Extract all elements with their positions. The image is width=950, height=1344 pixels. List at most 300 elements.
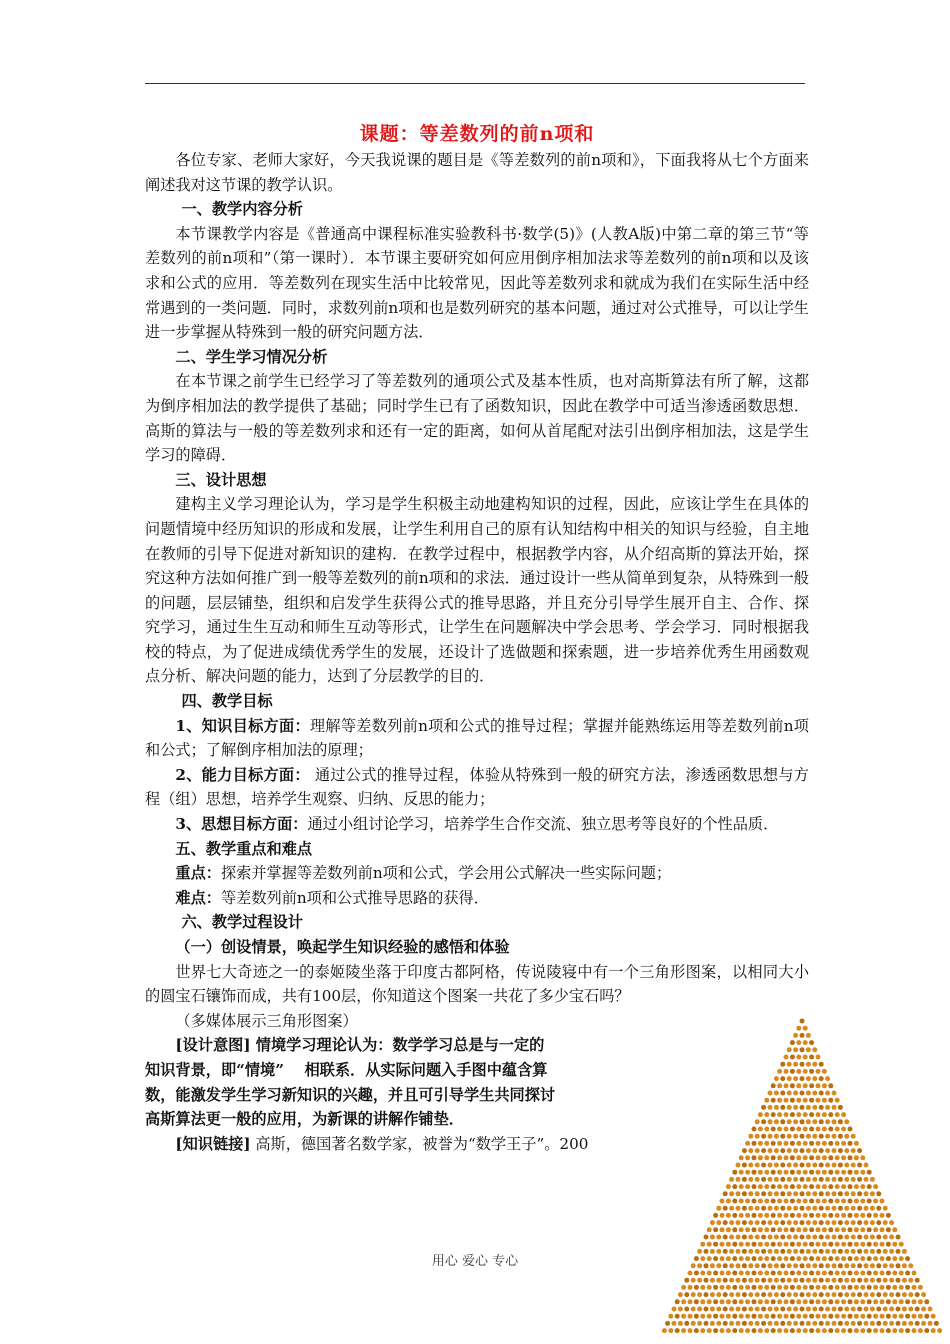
gem-dot <box>700 1299 705 1304</box>
gem-dot <box>860 1170 865 1175</box>
gem-dot <box>732 1170 737 1175</box>
gem-dot <box>729 1220 734 1225</box>
gem-dot <box>796 1170 801 1175</box>
gem-dot <box>739 1242 744 1247</box>
gem-dot <box>832 1091 837 1096</box>
gem-dot <box>716 1292 721 1297</box>
gem-dot <box>819 1105 824 1110</box>
gem-dot <box>726 1299 731 1304</box>
gem-dot <box>764 1242 769 1247</box>
gem-dot <box>886 1213 891 1218</box>
section-6-note: （多媒体展示三角形图案） <box>175 1011 358 1030</box>
gem-dot <box>720 1199 725 1204</box>
gem-dot <box>864 1292 869 1297</box>
gem-dot <box>854 1213 859 1218</box>
gem-dot <box>720 1299 725 1304</box>
gem-dot <box>793 1076 798 1081</box>
gem-dot <box>832 1321 837 1326</box>
gem-dot <box>684 1321 689 1326</box>
gem-dot <box>787 1307 792 1312</box>
gem-dot <box>822 1184 827 1189</box>
section-6-subheading: （一）创设情景，唤起学生知识经验的感悟和体验 <box>175 938 510 956</box>
gem-dot <box>832 1220 837 1225</box>
gem-dot <box>742 1292 747 1297</box>
gem-dot <box>704 1321 709 1326</box>
gem-dot <box>793 1321 798 1326</box>
gem-dot <box>880 1271 885 1276</box>
gem-dot <box>771 1285 776 1290</box>
gem-dot <box>822 1069 827 1074</box>
gem-dot <box>812 1206 817 1211</box>
gem-dot <box>732 1227 737 1232</box>
gem-dot <box>822 1112 827 1117</box>
gem-dot <box>809 1271 814 1276</box>
gem-dot <box>748 1321 753 1326</box>
gem-dot <box>780 1091 785 1096</box>
gem-dot <box>758 1170 763 1175</box>
section-4-heading: 四、教学目标 <box>181 692 273 711</box>
gem-dot <box>710 1307 715 1312</box>
gem-dot <box>790 1083 795 1088</box>
gem-dot <box>777 1314 782 1319</box>
gem-dot <box>809 1299 814 1304</box>
gem-dot <box>758 1242 763 1247</box>
gem-dot <box>892 1271 897 1276</box>
gem-dot <box>758 1271 763 1276</box>
gem-dot <box>796 1112 801 1117</box>
gem-dot <box>739 1227 744 1232</box>
gem-dot <box>796 1055 801 1060</box>
gem-dot <box>806 1119 811 1124</box>
gem-dot <box>771 1328 776 1333</box>
gem-dot <box>860 1271 865 1276</box>
gem-dot <box>729 1321 734 1326</box>
gem-dot <box>774 1177 779 1182</box>
gem-dot <box>668 1314 673 1319</box>
gem-dot <box>742 1220 747 1225</box>
gem-dot <box>816 1083 821 1088</box>
gem-dot <box>880 1314 885 1319</box>
gem-dot <box>870 1307 875 1312</box>
gem-dot <box>800 1062 805 1067</box>
gem-dot <box>876 1206 881 1211</box>
gem-dot <box>812 1062 817 1067</box>
gem-dot <box>873 1213 878 1218</box>
gem-dot <box>886 1299 891 1304</box>
gem-dot <box>816 1227 821 1232</box>
gem-dot <box>723 1278 728 1283</box>
gem-dot <box>912 1271 917 1276</box>
gem-dot <box>819 1191 824 1196</box>
gem-dot <box>816 1184 821 1189</box>
gem-dot <box>931 1328 936 1333</box>
gem-dot <box>800 1105 805 1110</box>
gem-dot <box>809 1328 814 1333</box>
gem-dot <box>758 1299 763 1304</box>
gem-dot <box>761 1220 766 1225</box>
gem-dot <box>761 1177 766 1182</box>
gem-dot <box>723 1292 728 1297</box>
gem-dot <box>748 1177 753 1182</box>
gem-dot <box>777 1141 782 1146</box>
gem-dot <box>816 1314 821 1319</box>
gem-dot <box>864 1235 869 1240</box>
gem-dot <box>764 1285 769 1290</box>
gem-dot <box>790 1285 795 1290</box>
gem-dot <box>806 1076 811 1081</box>
gem-dot <box>854 1328 859 1333</box>
design-intent-text: 情境学习理论认为：数学学习总是与一定的知识背景，即“情境” 相联系．从实际问题入手图中蕴含算数，能激发学生学习新知识的兴趣，并且可引导学生共同探讨高斯算法更一般的应用，为新课的讲解作铺垫． <box>145 1036 556 1129</box>
gem-dot <box>803 1199 808 1204</box>
gem-dot <box>800 1220 805 1225</box>
gem-dot <box>755 1220 760 1225</box>
gem-dot <box>876 1191 881 1196</box>
gem-dot <box>665 1321 670 1326</box>
gem-dot <box>761 1321 766 1326</box>
gem-dot <box>688 1314 693 1319</box>
gem-dot <box>924 1314 929 1319</box>
gem-dot <box>828 1213 833 1218</box>
gem-dot <box>873 1314 878 1319</box>
gem-dot <box>883 1321 888 1326</box>
gem-dot <box>816 1055 821 1060</box>
gem-dot <box>790 1242 795 1247</box>
gem-dot <box>835 1170 840 1175</box>
gem-dot <box>828 1227 833 1232</box>
gem-dot <box>819 1235 824 1240</box>
gem-dot <box>796 1069 801 1074</box>
gem-dot <box>713 1328 718 1333</box>
gem-dot <box>800 1163 805 1168</box>
gem-dot <box>835 1242 840 1247</box>
gem-dot <box>844 1321 849 1326</box>
gem-dot <box>796 1184 801 1189</box>
gem-dot <box>841 1242 846 1247</box>
gem-dot <box>809 1285 814 1290</box>
gem-dot <box>768 1235 773 1240</box>
gem-dot <box>803 1098 808 1103</box>
gem-dot <box>697 1292 702 1297</box>
gem-dot <box>784 1170 789 1175</box>
gem-dot <box>806 1307 811 1312</box>
gem-dot <box>806 1105 811 1110</box>
gem-dot <box>764 1199 769 1204</box>
gem-dot <box>790 1040 795 1045</box>
gem-dot <box>854 1199 859 1204</box>
gem-dot <box>774 1105 779 1110</box>
gem-dot <box>777 1299 782 1304</box>
gem-dot <box>675 1328 680 1333</box>
gem-dot <box>787 1062 792 1067</box>
document-body <box>145 120 809 1156</box>
gem-dot <box>713 1271 718 1276</box>
gem-dot <box>828 1299 833 1304</box>
gem-dot <box>764 1112 769 1117</box>
gem-dot <box>921 1292 926 1297</box>
gem-dot <box>784 1069 789 1074</box>
gem-dot <box>780 1307 785 1312</box>
gem-dot <box>758 1184 763 1189</box>
gem-dot <box>816 1170 821 1175</box>
gem-dot <box>902 1321 907 1326</box>
gem-dot <box>822 1328 827 1333</box>
gem-dot <box>854 1227 859 1232</box>
gem-dot <box>828 1098 833 1103</box>
gem-dot <box>796 1026 801 1031</box>
gem-dot <box>745 1271 750 1276</box>
gem-dot <box>774 1119 779 1124</box>
gem-dot <box>912 1299 917 1304</box>
gem-dot <box>784 1299 789 1304</box>
gem-dot <box>844 1177 849 1182</box>
gem-dot <box>736 1220 741 1225</box>
gem-dot <box>796 1040 801 1045</box>
gem-dot <box>755 1321 760 1326</box>
gem-dot <box>758 1213 763 1218</box>
gem-dot <box>867 1199 872 1204</box>
gem-dot <box>736 1307 741 1312</box>
gem-dot <box>790 1227 795 1232</box>
gem-dot <box>707 1328 712 1333</box>
gem-dot <box>828 1184 833 1189</box>
gem-dot <box>908 1307 913 1312</box>
gem-dot <box>790 1098 795 1103</box>
gem-dot <box>835 1314 840 1319</box>
difficult-point-text: 等差数列前n项和公式推导思路的获得． <box>220 888 489 907</box>
gem-dot <box>892 1242 897 1247</box>
gem-dot <box>803 1328 808 1333</box>
gem-dot <box>793 1307 798 1312</box>
gem-dot <box>774 1076 779 1081</box>
gem-dot <box>848 1141 853 1146</box>
gem-dot <box>848 1227 853 1232</box>
gem-dot <box>857 1307 862 1312</box>
gem-dot <box>768 1119 773 1124</box>
gem-dot <box>758 1314 763 1319</box>
gem-dot <box>806 1062 811 1067</box>
gem-dot <box>742 1235 747 1240</box>
gem-dot <box>803 1127 808 1132</box>
gem-dot <box>876 1292 881 1297</box>
gem-dot <box>704 1235 709 1240</box>
gem-dot <box>806 1033 811 1038</box>
gem-dot <box>905 1285 910 1290</box>
gem-dot <box>860 1199 865 1204</box>
gem-dot <box>835 1199 840 1204</box>
gem-dot <box>854 1271 859 1276</box>
gem-dot <box>800 1047 805 1052</box>
gem-dot <box>835 1112 840 1117</box>
gem-dot <box>739 1299 744 1304</box>
gem-dot <box>716 1278 721 1283</box>
gem-dot <box>745 1199 750 1204</box>
gem-dot <box>918 1299 923 1304</box>
gem-dot <box>838 1177 843 1182</box>
gem-dot <box>787 1235 792 1240</box>
gem-dot <box>854 1285 859 1290</box>
gem-dot <box>864 1177 869 1182</box>
gem-dot <box>752 1271 757 1276</box>
gem-dot <box>694 1314 699 1319</box>
gem-dot <box>764 1127 769 1132</box>
gem-dot <box>851 1177 856 1182</box>
gem-dot <box>742 1307 747 1312</box>
key-point <box>145 861 809 886</box>
gem-dot <box>857 1321 862 1326</box>
gem-dot <box>764 1299 769 1304</box>
gem-dot <box>838 1148 843 1153</box>
gem-dot <box>761 1235 766 1240</box>
gem-dot <box>771 1098 776 1103</box>
gem-dot <box>806 1047 811 1052</box>
gem-dot <box>812 1220 817 1225</box>
gem-dot <box>912 1314 917 1319</box>
gem-dot <box>806 1163 811 1168</box>
gem-dot <box>832 1105 837 1110</box>
gem-dot <box>851 1191 856 1196</box>
gem-dot <box>752 1199 757 1204</box>
gem-dot <box>918 1285 923 1290</box>
gem-dot <box>675 1299 680 1304</box>
gem-dot <box>739 1184 744 1189</box>
gem-dot <box>752 1213 757 1218</box>
goal-ability <box>145 763 809 812</box>
gem-dot <box>793 1033 798 1038</box>
gem-dot <box>742 1206 747 1211</box>
gem-dot <box>742 1163 747 1168</box>
gem-dot <box>793 1220 798 1225</box>
goal-knowledge <box>145 714 809 763</box>
gem-dot <box>793 1091 798 1096</box>
gem-dot <box>784 1083 789 1088</box>
gem-dot <box>812 1191 817 1196</box>
gem-dot <box>902 1292 907 1297</box>
gem-dot <box>816 1299 821 1304</box>
gem-dot <box>780 1105 785 1110</box>
gem-dot <box>809 1127 814 1132</box>
gem-dot <box>784 1285 789 1290</box>
gem-dot <box>684 1278 689 1283</box>
gem-dot <box>755 1235 760 1240</box>
gem-dot <box>889 1220 894 1225</box>
gem-dot <box>768 1278 773 1283</box>
gem-dot <box>761 1119 766 1124</box>
gem-dot <box>768 1177 773 1182</box>
gem-dot <box>710 1220 715 1225</box>
gem-dot <box>867 1184 872 1189</box>
gem-dot <box>780 1076 785 1081</box>
gem-dot <box>873 1227 878 1232</box>
gem-dot <box>841 1314 846 1319</box>
gem-dot <box>812 1177 817 1182</box>
gem-dot <box>870 1177 875 1182</box>
gem-dot <box>726 1285 731 1290</box>
gem-dot <box>828 1083 833 1088</box>
goal-thought <box>145 812 809 837</box>
gem-dot <box>809 1227 814 1232</box>
gem-dot <box>732 1299 737 1304</box>
gem-dot <box>739 1155 744 1160</box>
gem-dot <box>764 1155 769 1160</box>
gem-dot <box>844 1134 849 1139</box>
gem-dot <box>672 1321 677 1326</box>
gem-dot <box>723 1307 728 1312</box>
gem-dot <box>793 1062 798 1067</box>
gem-dot <box>880 1242 885 1247</box>
gem-dot <box>803 1141 808 1146</box>
gem-dot <box>809 1213 814 1218</box>
gem-dot <box>739 1199 744 1204</box>
gem-dot <box>803 1314 808 1319</box>
gem-dot <box>726 1314 731 1319</box>
knowledge-link-text: 高斯，德国著名数学家，被誉为“数学王子”。200 <box>250 1134 589 1153</box>
gem-dot <box>780 1292 785 1297</box>
gem-dot <box>748 1163 753 1168</box>
gem-dot <box>899 1271 904 1276</box>
gem-dot <box>864 1307 869 1312</box>
gem-dot <box>780 1062 785 1067</box>
gem-dot <box>761 1292 766 1297</box>
gem-dot <box>768 1321 773 1326</box>
gem-dot <box>870 1292 875 1297</box>
gem-dot <box>832 1292 837 1297</box>
gem-dot <box>726 1227 731 1232</box>
gem-dot <box>854 1141 859 1146</box>
gem-dot <box>803 1170 808 1175</box>
header-rule <box>145 83 805 84</box>
gem-dot <box>723 1191 728 1196</box>
gem-dot <box>793 1292 798 1297</box>
gem-dot <box>729 1278 734 1283</box>
gem-dot <box>803 1083 808 1088</box>
gem-dot <box>710 1278 715 1283</box>
gem-dot <box>716 1235 721 1240</box>
gem-dot <box>860 1242 865 1247</box>
gem-dot <box>694 1271 699 1276</box>
gem-dot <box>748 1235 753 1240</box>
gem-dot <box>876 1235 881 1240</box>
gem-dot <box>774 1278 779 1283</box>
gem-dot <box>771 1227 776 1232</box>
gem-dot <box>870 1220 875 1225</box>
gem-dot <box>790 1112 795 1117</box>
gem-dot <box>672 1307 677 1312</box>
gem-dot <box>784 1213 789 1218</box>
gem-dot <box>822 1299 827 1304</box>
gem-dot <box>745 1155 750 1160</box>
gem-dot <box>774 1191 779 1196</box>
gem-dot <box>768 1134 773 1139</box>
gem-dot <box>768 1307 773 1312</box>
gem-dot <box>697 1278 702 1283</box>
gem-dot <box>896 1278 901 1283</box>
gem-dot <box>825 1134 830 1139</box>
gem-dot <box>748 1148 753 1153</box>
gem-dot <box>928 1307 933 1312</box>
gem-dot <box>822 1141 827 1146</box>
gem-dot <box>771 1242 776 1247</box>
gem-dot <box>732 1285 737 1290</box>
gem-dot <box>745 1227 750 1232</box>
gem-dot <box>681 1285 686 1290</box>
gem-dot <box>825 1191 830 1196</box>
gem-dot <box>691 1278 696 1283</box>
gem-dot <box>707 1299 712 1304</box>
gem-dot <box>777 1285 782 1290</box>
gem-dot <box>905 1271 910 1276</box>
gem-dot <box>848 1271 853 1276</box>
gem-dot <box>908 1321 913 1326</box>
